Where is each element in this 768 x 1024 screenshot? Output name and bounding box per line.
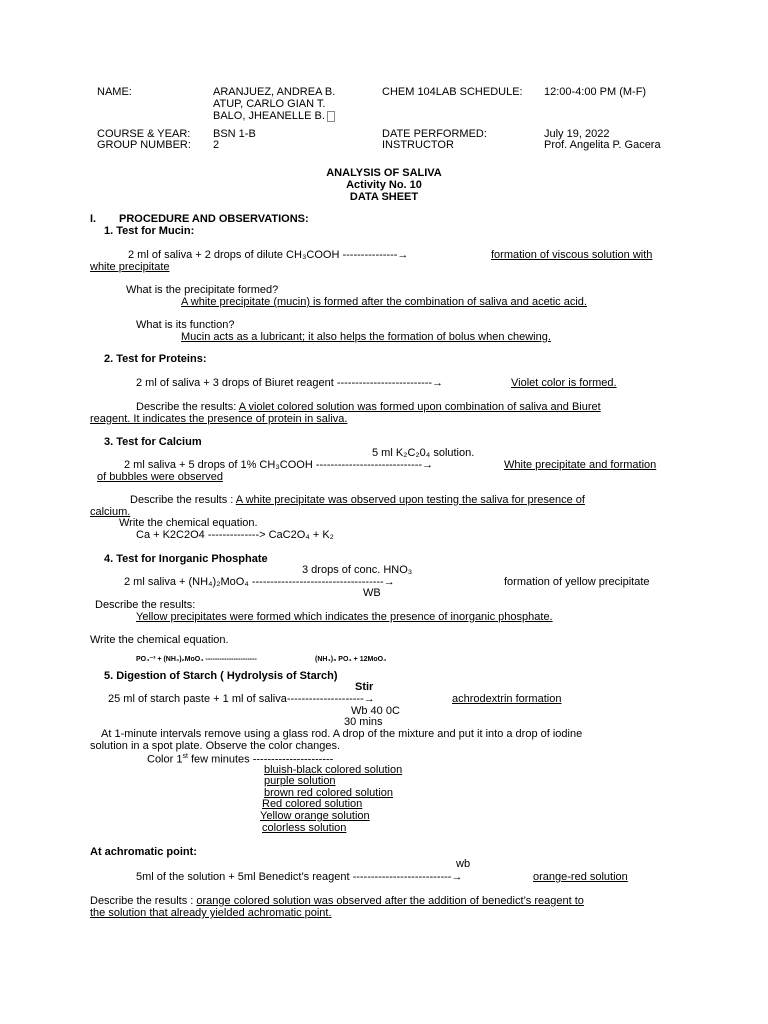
- starch-color-2: purple solution: [264, 775, 336, 787]
- starch-instruction-cont: solution in a spot plate. Observe the color changes.: [90, 740, 341, 752]
- mucin-answer-2: Mucin acts as a lubricant; it also helps the formation of bolus when chewing.: [181, 331, 551, 343]
- achromatic-wb-label: wb: [456, 858, 471, 870]
- phosphate-equation-right: (NH₄)₃ PO₄ + 12MoO₄: [315, 656, 387, 663]
- mucin-answer-1: A white precipitate (mucin) is formed after the combination of saliva and acetic acid.: [181, 296, 587, 308]
- activity-number: Activity No. 10: [346, 179, 422, 191]
- instructor-label: INSTRUCTOR: [382, 139, 454, 151]
- calcium-equation-label: Write the chemical equation.: [119, 517, 258, 529]
- student-name-3: BALO, JHEANELLE B.: [213, 110, 335, 122]
- group-label: GROUP NUMBER:: [97, 139, 191, 151]
- name-label: NAME:: [97, 86, 132, 98]
- schedule-label: CHEM 104LAB SCHEDULE:: [382, 86, 523, 98]
- calcium-heading: 3. Test for Calcium: [104, 436, 202, 448]
- proteins-describe-cont: reagent. It indicates the presence of protein in saliva.: [90, 413, 348, 425]
- starch-stir-label: Stir: [355, 681, 374, 693]
- calcium-reaction: 2 ml saliva + 5 drops of 1% CH₃COOH -----------------------------→: [124, 459, 434, 471]
- starch-color-label: Color 1st few minutes ----------------------: [147, 753, 334, 766]
- section-numeral: I.: [90, 213, 97, 225]
- starch-color-6: colorless solution: [262, 822, 347, 834]
- proteins-describe: Describe the results: A violet colored solution was formed upon combination of saliva and Biuret: [136, 401, 601, 413]
- section-heading: PROCEDURE AND OBSERVATIONS:: [119, 213, 309, 225]
- mucin-question-2: What is its function?: [136, 319, 235, 331]
- instructor-value: Prof. Angelita P. Gacera: [544, 139, 661, 151]
- schedule-value: 12:00-4:00 PM (M-F): [544, 86, 647, 98]
- doc-title: ANALYSIS OF SALIVA: [326, 167, 442, 179]
- phosphate-result: formation of yellow precipitate: [504, 576, 650, 588]
- phosphate-condition: WB: [363, 587, 381, 599]
- student-name-2: ATUP, CARLO GIAN T.: [213, 98, 326, 110]
- phosphate-reagent-label: 3 drops of conc. HNO₃: [302, 564, 413, 576]
- mucin-reaction: 2 ml of saliva + 2 drops of dilute CH₃COOH ---------------→: [128, 249, 409, 261]
- calcium-equation: Ca + K2C2O4 --------------> CaC2O₄ + K₂: [136, 529, 334, 541]
- mucin-result-cont: white precipitate: [90, 261, 170, 273]
- starch-color-1: bluish-black colored solution: [264, 764, 403, 776]
- achromatic-reaction: 5ml of the solution + 5ml Benedict’s reagent ---------------------------→: [136, 871, 463, 883]
- mucin-question-1: What is the precipitate formed?: [126, 284, 279, 296]
- mucin-result: formation of viscous solution with: [491, 249, 653, 261]
- course-label: COURSE & YEAR:: [97, 128, 191, 140]
- starch-condition-1: Wb 40 0C: [351, 705, 400, 717]
- starch-condition-2: 30 mins: [344, 716, 383, 728]
- achromatic-heading: At achromatic point:: [90, 846, 197, 858]
- starch-reaction: 25 ml of starch paste + 1 ml of saliva---------------------→: [108, 693, 375, 705]
- calcium-result-cont: of bubbles were observed: [97, 471, 223, 483]
- starch-result: achrodextrin formation: [452, 693, 562, 705]
- achromatic-describe-cont: the solution that already yielded achromatic point.: [90, 907, 332, 919]
- text-cursor-icon: [327, 111, 335, 122]
- achromatic-result: orange-red solution: [533, 871, 628, 883]
- date-value: July 19, 2022: [544, 128, 610, 140]
- calcium-describe: Describe the results : A white precipitate was observed upon testing the saliva for presence of: [130, 494, 585, 506]
- phosphate-describe: Yellow precipitates were formed which indicates the presence of inorganic phosphate.: [136, 611, 553, 623]
- course-value: BSN 1-B: [213, 128, 256, 140]
- calcium-describe-cont: calcium.: [90, 506, 131, 518]
- phosphate-equation-left: PO₄⁻³ + (NH₄)₂MoO₄ ----------------------: [136, 656, 257, 663]
- calcium-reagent-label: 5 ml K₂C₂0₄ solution.: [372, 447, 475, 459]
- phosphate-reaction: 2 ml saliva + (NH₄)₂MoO₄ ------------------------------------→: [124, 576, 395, 588]
- starch-color-5: Yellow orange solution: [260, 810, 370, 822]
- proteins-reaction: 2 ml of saliva + 3 drops of Biuret reagent --------------------------→: [136, 377, 444, 389]
- starch-color-4: Red colored solution: [262, 798, 363, 810]
- student-name-1: ARANJUEZ, ANDREA B.: [213, 86, 336, 98]
- proteins-result: Violet color is formed.: [511, 377, 617, 389]
- starch-color-3: brown red colored solution: [264, 787, 394, 799]
- phosphate-heading: 4. Test for Inorganic Phosphate: [104, 553, 268, 565]
- starch-instruction: At 1-minute intervals remove using a glass rod. A drop of the mixture and put it into a drop of iodine: [101, 728, 583, 740]
- proteins-heading: 2. Test for Proteins:: [104, 353, 207, 365]
- phosphate-describe-label: Describe the results:: [95, 599, 196, 611]
- mucin-heading: 1. Test for Mucin:: [104, 225, 195, 237]
- data-sheet-label: DATA SHEET: [349, 191, 419, 203]
- date-label: DATE PERFORMED:: [382, 128, 487, 140]
- calcium-result: White precipitate and formation: [504, 459, 657, 471]
- group-value: 2: [213, 139, 220, 151]
- starch-heading: 5. Digestion of Starch ( Hydrolysis of Starch): [104, 670, 338, 682]
- phosphate-equation-label: Write the chemical equation.: [90, 634, 229, 646]
- achromatic-describe: Describe the results : orange colored solution was observed after the addition of benedict’s reagent to: [90, 895, 584, 907]
